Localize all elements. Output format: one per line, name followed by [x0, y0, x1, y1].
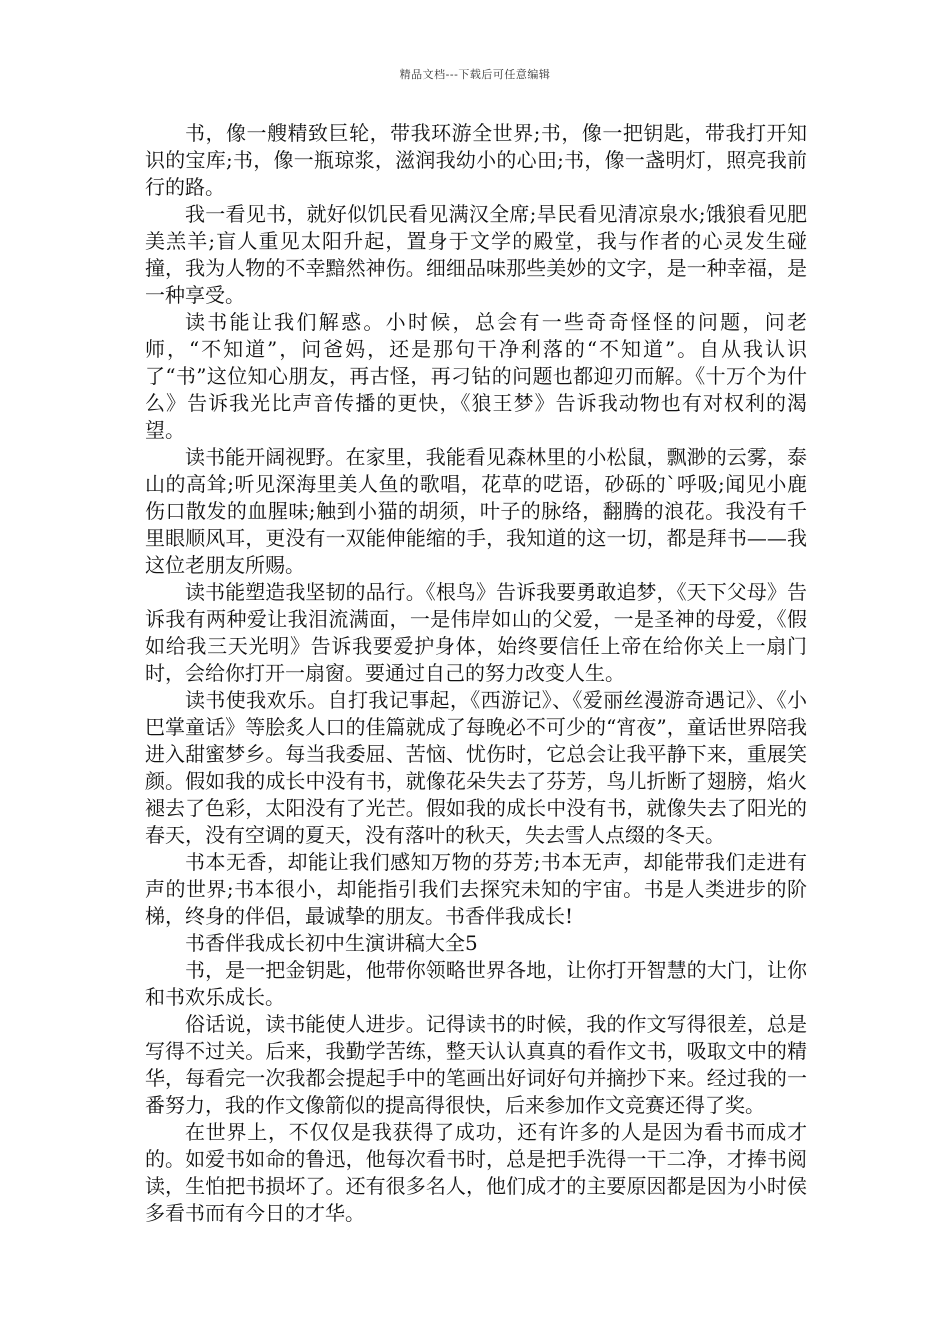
paragraph: 俗话说，读书能使人进步。记得读书的时候，我的作文写得很差，总是写得不过关。后来，我勤学苦练，整天认认真真的看作文书，吸取文中的精华，每看完一次我都会提起手中的笔画出好词好句并摘抄下来。经过我的一番努力，我的作文像箭似的提高得很快，后来参加作文竞赛还得了奖。	[145, 1012, 807, 1117]
paragraph: 读书使我欢乐。自打我记事起，《西游记》、《爱丽丝漫游奇遇记》、《小巴掌童话》等脍炙人口的佳篇就成了每晚必不可少的“宵夜”，童话世界陪我进入甜蜜梦乡。每当我委屈、苦恼、忧伤时，它总会让我平静下来，重展笑颜。假如我的成长中没有书，就像花朵失去了芬芳，鸟儿折断了翅膀，焰火褪去了色彩，太阳没有了光芒。假如我的成长中没有书，就像失去了阳光的春天，没有空调的夏天，没有落叶的秋天，失去雪人点缀的冬天。	[145, 688, 807, 847]
paragraph: 书，是一把金钥匙，他带你领略世界各地，让你打开智慧的大门，让你和书欢乐成长。	[145, 958, 807, 1009]
section-title: 书香伴我成长初中生演讲稿大全5	[185, 931, 478, 955]
paragraph: 我一看见书，就好似饥民看见满汉全席;旱民看见清凉泉水;饿狼看见肥美羔羊;盲人重见太阳升起，置身于文学的殿堂，我与作者的心灵发生碰撞，我为人物的不幸黯然神伤。细细品味那些美妙的文字，是一种幸福，是一种享受。	[145, 202, 807, 307]
document-body	[145, 120, 807, 1227]
page-header: 精品文档---下载后可任意编辑	[399, 68, 551, 81]
paragraph: 书本无香，却能让我们感知万物的芬芳;书本无声，却能带我们走进有声的世界;书本很小，却能指引我们去探究未知的宇宙。书是人类进步的阶梯，终身的伴侣，最诚挚的朋友。书香伴我成长!	[145, 850, 807, 928]
paragraph: 读书能塑造我坚韧的品行。《根鸟》告诉我要勇敢追梦，《天下父母》告诉我有两种爱让我泪流满面，一是伟岸如山的父爱，一是圣神的母爱，《假如给我三天光明》告诉我要爱护身体，始终要信任上帝在给你关上一扇门时，会给你打开一扇窗。要通过自己的努力改变人生。	[145, 580, 807, 685]
paragraph: 书，像一艘精致巨轮，带我环游全世界;书，像一把钥匙，带我打开知识的宝库;书，像一瓶琼浆，滋润我幼小的心田;书，像一盏明灯，照亮我前行的路。	[145, 121, 807, 199]
paragraph: 在世界上，不仅仅是我获得了成功，还有许多的人是因为看书而成才的。如爱书如命的鲁迅，他每次看书时，总是把手洗得一干二净，才捧书阅读，生怕把书损坏了。还有很多名人，他们成才的主要原因都是因为小时侯多看书而有今日的才华。	[145, 1120, 807, 1225]
paragraph: 读书能让我们解惑。小时候，总会有一些奇奇怪怪的问题，问老师，“不知道”，问爸妈，还是那句干净利落的“不知道”。自从我认识了“书”这位知心朋友，再古怪，再刁钻的问题也都迎刃而解。《十万个为什么》告诉我光比声音传播的更快，《狼王梦》告诉我动物也有对权利的渴望。	[145, 310, 807, 442]
paragraph: 读书能开阔视野。在家里，我能看见森林里的小松鼠，飘渺的云雾，泰山的高耸;听见深海里美人鱼的歌唱，花草的呓语，砂砾的`呼吸;闻见小鹿伤口散发的血腥味;触到小猫的胡须，叶子的脉络，翻腾的浪花。我没有千里眼顺风耳，更没有一双能伸能缩的手，我知道的这一切，都是拜书——我这位老朋友所赐。	[145, 445, 807, 577]
